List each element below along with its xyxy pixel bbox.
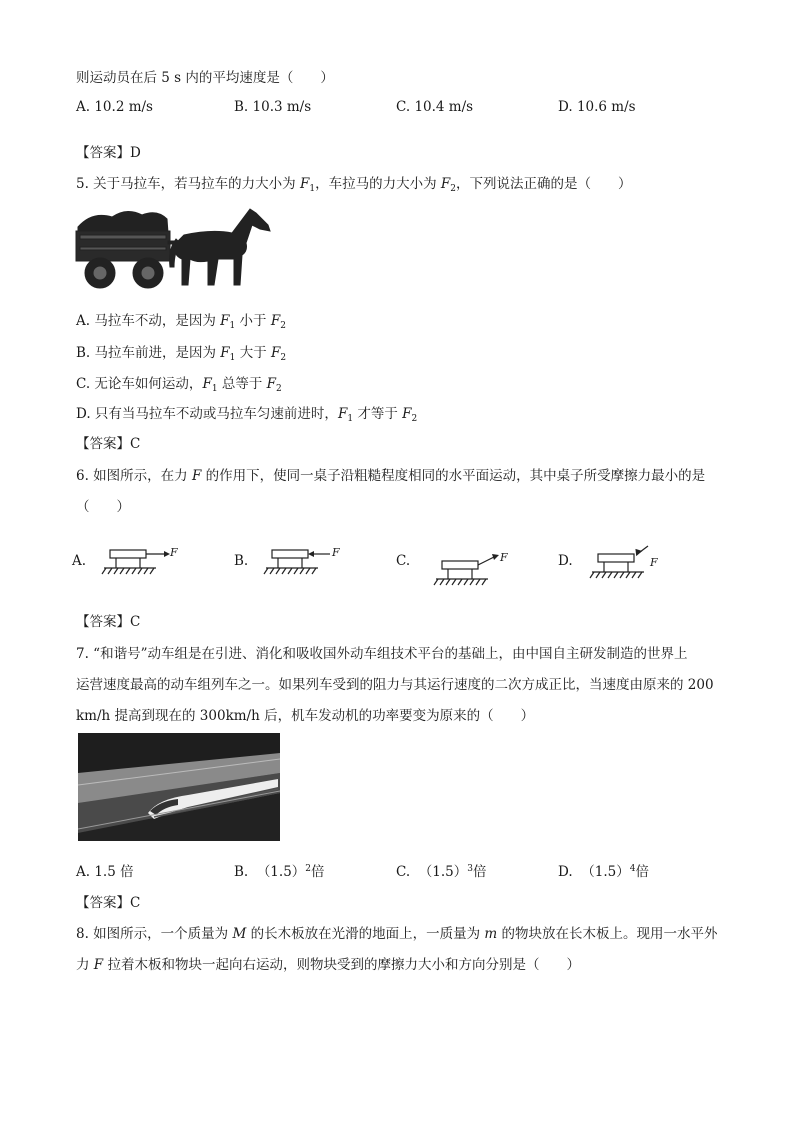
- q6-stem-line1: 6. 如图所示，在力 F 的作用下，使同一桌子沿粗糙程度相同的水平面运动，其中桌子所受摩擦力最小的是: [76, 468, 706, 484]
- q5-stem: 5. 关于马拉车，若马拉车的力大小为 $F_1$，车拉马的力大小为 $F_2$，下列说法正确的是（ ）: [76, 176, 632, 194]
- table-force-diagram-c: [430, 545, 520, 589]
- horse-cart-image: [72, 205, 277, 297]
- svg-text:F: F: [332, 546, 340, 559]
- q7-line3: km/h 提高到现在的 300km/h 后，机车发动机的功率要变为原来的（ ）: [76, 708, 535, 724]
- q6-stem-line2: （ ）: [76, 499, 130, 515]
- q6-option-a-label: A.: [72, 553, 87, 569]
- svg-text:F: F: [650, 556, 658, 569]
- q7-line2: 运营速度最高的动车组列车之一。如果列车受到的阻力与其运行速度的二次方成正比，当速度由原来的 200: [76, 677, 714, 693]
- q7-option-b: B. $(1.5)^2$倍: [234, 864, 325, 880]
- table-force-diagram-b: [258, 540, 348, 580]
- table-force-diagram-d: [588, 540, 678, 584]
- train-photo: [78, 733, 280, 841]
- q7-answer: 【答案】C: [76, 895, 141, 911]
- q7-line1: 7. “和谐号”动车组是在引进、消化和吸收国外动车组技术平台的基础上，由中国自主研发制造的世界上: [76, 646, 688, 662]
- q7-option-d: D. $(1.5)^4$倍: [558, 864, 649, 880]
- q5-option-b: B. 马拉车前进，是因为 $F_1$ 大于 $F_2$: [76, 345, 287, 363]
- q6-answer: 【答案】C: [76, 614, 141, 630]
- q6-option-c-label: C.: [396, 553, 411, 569]
- q4-option-b: B. 10.3 m/s: [234, 99, 312, 115]
- q7-option-a: A. 1.5 倍: [76, 864, 134, 880]
- q5-option-c: C. 无论车如何运动，$F_1$ 总等于 $F_2$: [76, 376, 282, 394]
- q4-option-c: C. 10.4 m/s: [396, 99, 474, 115]
- table-force-diagram-a: [96, 540, 186, 580]
- q6-option-b-label: B.: [234, 553, 249, 569]
- q8-line1: 8. 如图所示，一个质量为 M 的长木板放在光滑的地面上，一质量为 m 的物块放在长木板上。现用一水平外: [76, 926, 718, 942]
- q4-answer: 【答案】D: [76, 145, 141, 161]
- q4-stem: 则运动员在后 5 s 内的平均速度是（ ）: [76, 70, 334, 86]
- q5-answer: 【答案】C: [76, 436, 141, 452]
- q5-option-a: A. 马拉车不动，是因为 $F_1$ 小于 $F_2$: [76, 313, 286, 331]
- svg-text:F: F: [500, 551, 508, 564]
- q6-option-d-label: D.: [558, 553, 573, 569]
- q8-line2: 力 F 拉着木板和物块一起向右运动，则物块受到的摩擦力大小和方向分别是（ ）: [76, 957, 580, 973]
- svg-text:F: F: [170, 546, 178, 559]
- q4-option-d: D. 10.6 m/s: [558, 99, 636, 115]
- q4-option-a: A. 10.2 m/s: [76, 99, 153, 115]
- q7-option-c: C. $(1.5)^3$倍: [396, 864, 487, 880]
- q5-option-d: D. 只有当马拉车不动或马拉车匀速前进时，$F_1$ 才等于 $F_2$: [76, 406, 418, 424]
